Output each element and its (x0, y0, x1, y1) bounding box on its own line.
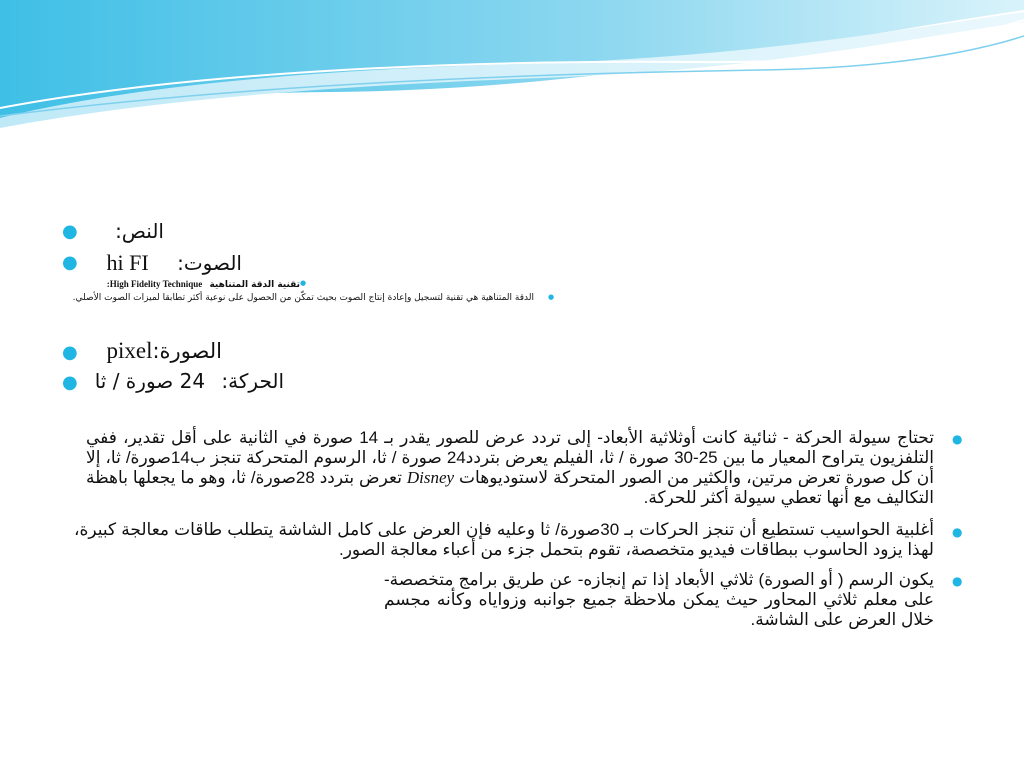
text-label: النص: (115, 219, 164, 243)
paragraph-2-text: أغلبية الحواسيب تستطيع أن تنجز الحركات بـ 30صورة/ ثا وعليه فإن العرض على كامل الشاشة يتطلب طاقات معالجة كبيرة، لهذا يزود الحاسوب ببطاقات فيديو متخصصة، تقوم بتحمل جزء من أعباء معالجة الصور. (74, 520, 934, 559)
image-value: pixel (106, 338, 153, 363)
bullet-marker: ● (300, 279, 307, 287)
hifi-title-en: High Fidelity Technique: (106, 279, 203, 289)
sound-label: الصوت: (177, 251, 242, 275)
motion-value: 24 صورة / ثا (94, 369, 206, 393)
paragraph-motion-fluidity (86, 428, 934, 508)
hifi-description-text: الدقة المتناهية هي تقنية لتسجيل وإعادة إنتاج الصوت بحيث تمكّن من الحصول على نوعية أكثر تطابقا لميزات الصوت الأصلي. (72, 293, 534, 303)
sound-item (107, 250, 242, 276)
header-wave-decoration (0, 0, 1024, 130)
bullet-marker: ● (952, 574, 963, 588)
bullet-marker: ● (62, 252, 78, 273)
bullet-marker: ● (952, 525, 963, 539)
hifi-title (107, 279, 300, 290)
paragraph-3-text: يكون الرسم ( أو الصورة) ثلاثي الأبعاد إذا تم إنجازه- عن طريق برامج متخصصة- على معلم ثلاثي المحاور حيث يمكن ملاحظة جميع جوانبه وزواياه وكأنه مجسم خلال العرض على الشاشة. (384, 570, 934, 629)
paragraph-1-part2: تعرض بتردد 28صورة/ ثا، وهو ما يجعلها باهظة التكاليف مع أنها تعطي سيولة أكثر للحركة. (86, 468, 934, 507)
bullet-marker: ● (62, 342, 78, 363)
text-item (115, 219, 164, 243)
hifi-description (73, 293, 534, 303)
paragraph-computers (74, 520, 934, 560)
sound-value: hi FI (106, 250, 149, 275)
image-item (106, 338, 222, 364)
paragraph-1-part1: تحتاج سيولة الحركة - ثنائية كانت أوثلاثية الأبعاد- إلى تردد عرض للصور يقدر بـ 14 صورة في الثانية على أقل تقدير، ففي التلفزيون يتراوح المعيار ما بين 25-30 صورة / ثا، الفيلم يعرض بتردد24 صورة / ثا، الرسوم المتحركة تنجز ب14صورة/ ثا، إلا أن كل صورة تعرض مرتين، والكثير من الصور المتحركة لاستوديوهات (86, 428, 934, 487)
disney-brand: Disney (406, 468, 455, 487)
bullet-marker: ● (62, 372, 78, 393)
bullet-marker: ● (548, 293, 555, 301)
bullet-marker: ● (62, 221, 78, 242)
hifi-title-ar: تقنية الدقة المتناهية (209, 280, 300, 290)
motion-item (95, 369, 284, 393)
image-label: الصورة: (152, 339, 222, 363)
paragraph-3d-drawing (384, 570, 934, 630)
bullet-marker: ● (952, 432, 963, 446)
motion-label: الحركة: (221, 369, 284, 393)
